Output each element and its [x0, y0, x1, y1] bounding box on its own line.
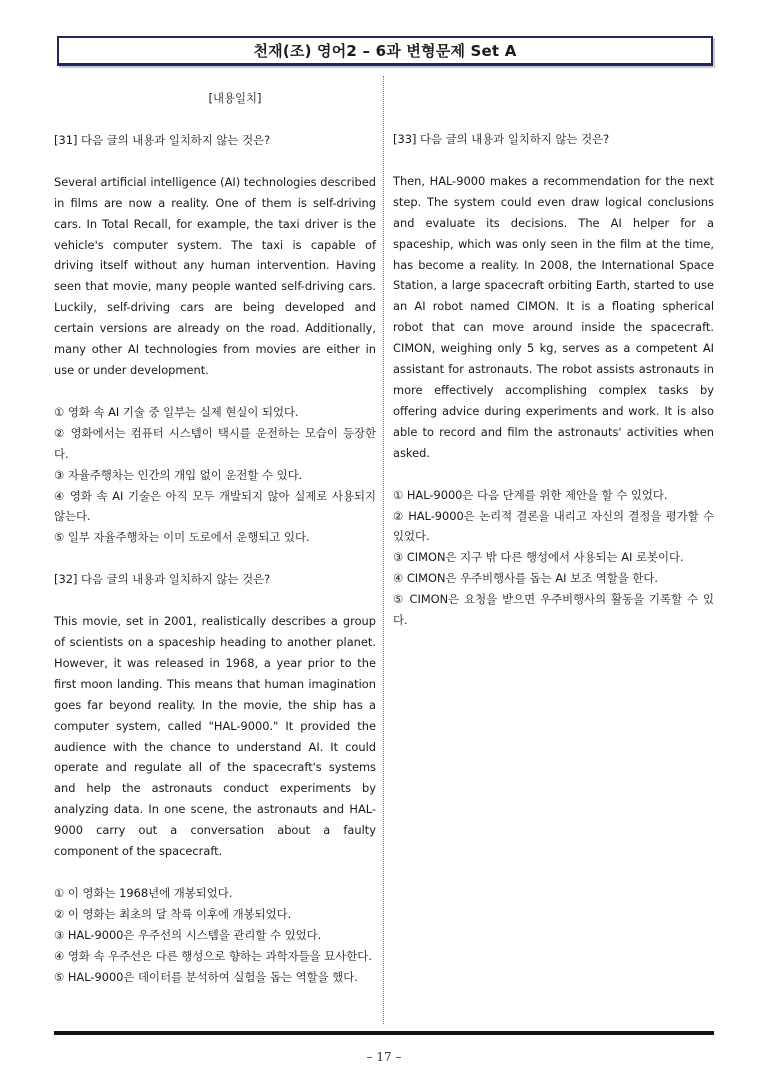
option-item: ① 영화 속 AI 기술 중 일부는 실제 현실이 되었다.: [54, 404, 299, 419]
option-item: ① 이 영화는 1968년에 개봉되었다.: [54, 886, 233, 900]
question-32-options: [54, 883, 376, 988]
question-31-title: [31] 다음 글의 내용과 일치하지 않는 것은?: [54, 132, 271, 147]
question-33-title: [33] 다음 글의 내용과 일치하지 않는 것은?: [393, 132, 610, 146]
option-item: ② 이 영화는 최초의 달 착륙 이후에 개봉되었다.: [54, 906, 292, 921]
right-column: [393, 88, 714, 631]
section-label: [내용일치]: [208, 91, 262, 105]
option-item: ⑤ 일부 자율주행차는 이미 도로에서 운행되고 있다.: [54, 530, 310, 545]
option-item: ③ HAL-9000은 우주선의 시스템을 관리할 수 있었다.: [54, 927, 322, 942]
question-32-passage: This movie, set in 2001, realistically describes a group of scientists on a spaceship heading to another planet. However, it was released in 1968, a year prior to the first moon landing. This means that human imagination goes far beyond reality. In the movie, the ship has a computer system, called "HAL-9000." It provided the audience with the chance to understand AI. It could operate and regulate all of the spacecraft's systems and help the astronauts conduct experiments by analyzing data. In one scene, the astronauts and HAL-9000 carry out a conversation about a faulty component of the spacecraft.: [54, 614, 376, 859]
footer-rule: [54, 1031, 714, 1035]
page-number: – 17 –: [366, 1050, 402, 1064]
column-divider: [383, 76, 384, 1024]
option-item: ③ 자율주행차는 인간의 개입 없이 운전할 수 있다.: [54, 467, 303, 482]
question-33-passage: Then, HAL-9000 makes a recommendation for the next step. The system could even draw logical conclusions and evaluate its decisions. The AI helper for a spaceship, which was only seen in the film at the time, has become a reality. In 2008, the International Space Station, a large spacecraft orbiting Earth, started to use an AI robot named CIMON. It is a floating spherical robot that can move around inside the spacecraft. CIMON, weighing only 5 kg, serves as a competent AI assistant for astronauts. The robot assists astronauts in more effectively accomplishing complex tasks by offering advice during experiments and work. It is also able to record and film the astronauts' activities when asked.: [393, 173, 714, 460]
option-item: ⑤ HAL-9000은 데이터를 분석하여 실험을 돕는 역할을 했다.: [54, 969, 358, 984]
option-item: ① HAL-9000은 다음 단계를 위한 제안을 할 수 있었다.: [393, 487, 668, 502]
option-item: ④ 영화 속 우주선은 다른 행성으로 향하는 과학자들을 묘사한다.: [54, 948, 372, 963]
page-header: [57, 36, 713, 66]
option-item: ④ 영화 속 AI 기술은 아직 모두 개발되지 않아 실제로 사용되지 않는다.: [54, 488, 376, 524]
question-31-options: [54, 402, 376, 548]
option-item: ③ CIMON은 지구 밖 다른 행성에서 사용되는 AI 로봇이다.: [393, 550, 684, 565]
option-item: ② HAL-9000은 논리적 결론을 내리고 자신의 결정을 평가할 수 있었다.: [393, 508, 714, 544]
header-title: 천재(조) 영어2 – 6과 변형문제 Set A: [253, 42, 517, 60]
question-32-title: [32] 다음 글의 내용과 일치하지 않는 것은?: [54, 572, 271, 587]
option-item: ④ CIMON은 우주비행사를 돕는 AI 보조 역할을 한다.: [393, 571, 659, 586]
question-31-passage: Several artificial intelligence (AI) technologies described in films are now a reality. One of them is self-driving cars. In Total Recall, for example, the taxi driver is the vehicle's computer system. The taxi is capable of driving itself without any human intervention. Having seen that movie, many people wanted self-driving cars. Luckily, self-driving cars are being developed and certain versions are already on the road. Additionally, many other AI technologies from movies are either in use or under development.: [54, 174, 376, 377]
question-33-options: [393, 485, 714, 631]
left-column: [54, 88, 376, 988]
option-item: ② 영화에서는 컴퓨터 시스템이 택시를 운전하는 모습이 등장한다.: [54, 425, 376, 461]
option-item: ⑤ CIMON은 요청을 받으면 우주비행사의 활동을 기록할 수 있다.: [393, 592, 714, 628]
